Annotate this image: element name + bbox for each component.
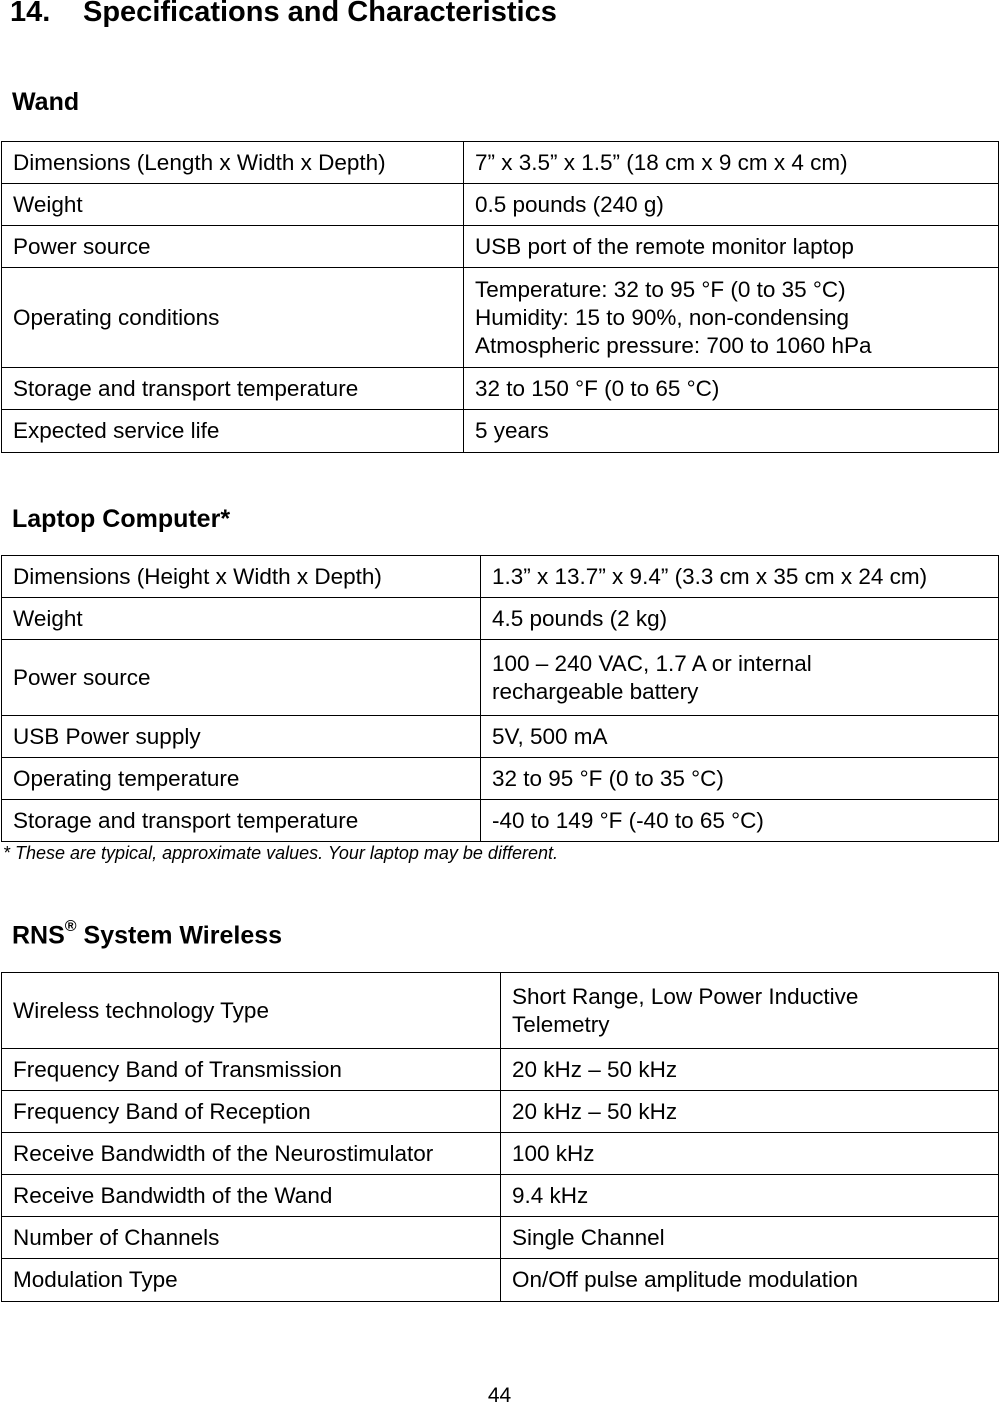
spec-label: Storage and transport temperature [2,800,481,842]
spec-label: Power source [2,640,481,716]
table-row [2,1091,999,1133]
spec-label: Number of Channels [2,1217,501,1259]
spec-label: Frequency Band of Transmission [2,1049,501,1091]
table-row [2,716,999,758]
table-row [2,598,999,640]
spec-label: Frequency Band of Reception [2,1091,501,1133]
table-row [2,640,999,716]
spec-label: Dimensions (Length x Width x Depth) [2,142,464,184]
table-row [2,758,999,800]
laptop-section-title: Laptop Computer* [12,505,231,533]
table-row [2,1175,999,1217]
spec-value: 100 kHz [501,1133,999,1175]
laptop-footnote: * These are typical, approximate values. Your laptop may be different. [3,843,558,863]
spec-value: 20 kHz – 50 kHz [501,1091,999,1133]
spec-value: 32 to 150 °F (0 to 65 °C) [464,368,999,410]
spec-value: 5V, 500 mA [481,716,999,758]
spec-value: On/Off pulse amplitude modulation [501,1259,999,1302]
spec-value: Short Range, Low Power Inductive Telemetry [501,973,999,1049]
spec-value: -40 to 149 °F (-40 to 65 °C) [481,800,999,842]
table-row [2,142,999,184]
spec-value: 100 – 240 VAC, 1.7 A or internal rechargeable battery [481,640,999,716]
spec-value: USB port of the remote monitor laptop [464,226,999,268]
spec-value: Single Channel [501,1217,999,1259]
section-number: 14. [10,0,51,28]
wand-section-title: Wand [12,88,80,116]
spec-value: 20 kHz – 50 kHz [501,1049,999,1091]
spec-label: Expected service life [2,410,464,453]
spec-value: 5 years [464,410,999,453]
spec-label: Weight [2,598,481,640]
spec-label: Operating conditions [2,268,464,368]
spec-value-line: Temperature: 32 to 95 °F (0 to 35 °C) [475,276,846,302]
spec-value: 1.3” x 13.7” x 9.4” (3.3 cm x 35 cm x 24 cm) [481,556,999,598]
spec-label: Modulation Type [2,1259,501,1302]
spec-label: Power source [2,226,464,268]
table-row [2,410,999,453]
table-row [2,1217,999,1259]
spec-label: Storage and transport temperature [2,368,464,410]
table-row [2,1049,999,1091]
spec-label: Receive Bandwidth of the Neurostimulator [2,1133,501,1175]
spec-label: Dimensions (Height x Width x Depth) [2,556,481,598]
table-row [2,368,999,410]
spec-value: 4.5 pounds (2 kg) [481,598,999,640]
spec-value: 7” x 3.5” x 1.5” (18 cm x 9 cm x 4 cm) [464,142,999,184]
table-row [2,800,999,842]
page-title [10,0,557,29]
table-row [2,1133,999,1175]
spec-value: 32 to 95 °F (0 to 35 °C) [481,758,999,800]
table-row [2,556,999,598]
spec-label: USB Power supply [2,716,481,758]
table-row [2,268,999,368]
spec-value-line: Atmospheric pressure: 700 to 1060 hPa [475,332,872,358]
table-row [2,973,999,1049]
registered-mark: ® [64,918,77,935]
wand-spec-table [1,141,999,453]
spec-value [464,268,999,368]
wireless-title-rest: System Wireless [76,921,283,950]
table-row [2,184,999,226]
spec-value-line: Humidity: 15 to 90%, non-condensing [475,304,849,330]
spec-label: Weight [2,184,464,226]
page-number: 44 [487,1384,512,1407]
spec-value: 9.4 kHz [501,1175,999,1217]
wireless-section-title [12,918,283,950]
spec-label: Operating temperature [2,758,481,800]
spec-label: Wireless technology Type [2,973,501,1049]
wireless-spec-table [1,972,999,1302]
laptop-spec-table [1,555,999,842]
wireless-title-main: RNS [12,921,65,950]
section-title-text: Specifications and Characteristics [83,0,557,28]
table-row [2,1259,999,1302]
table-row [2,226,999,268]
spec-value: 0.5 pounds (240 g) [464,184,999,226]
spec-label: Receive Bandwidth of the Wand [2,1175,501,1217]
